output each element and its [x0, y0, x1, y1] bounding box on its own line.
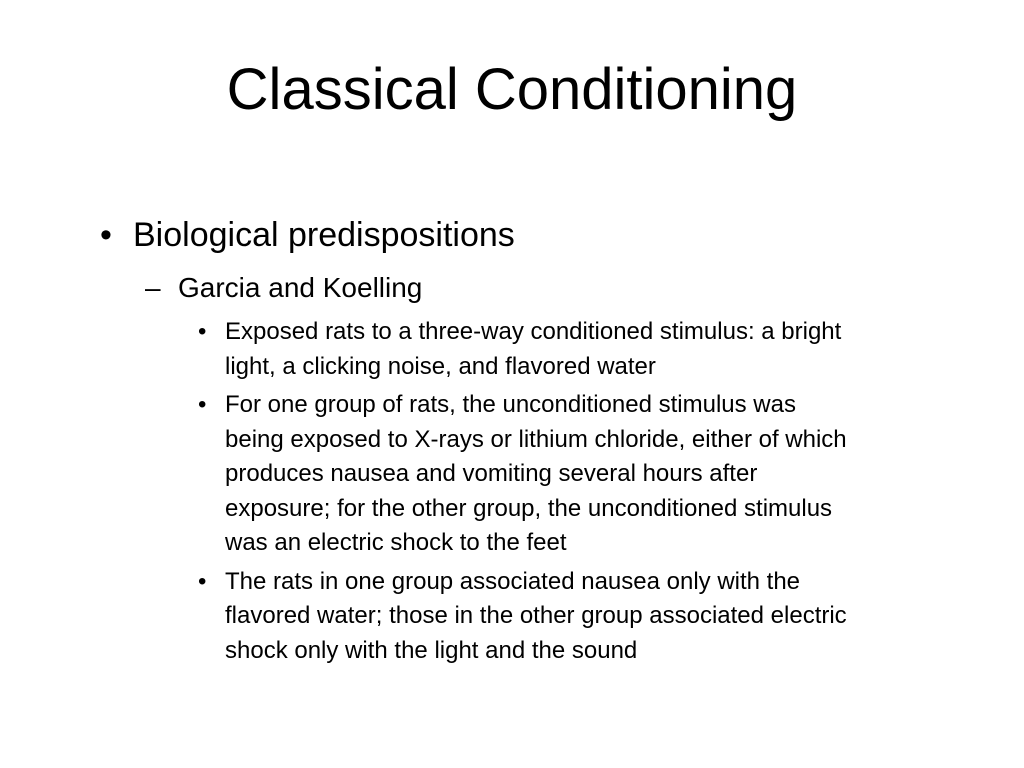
- bullet-level-3-item: [198, 565, 988, 669]
- bullet-level-3-item: [198, 388, 988, 561]
- bullet-text-line: light, a clicking noise, and flavored water: [225, 352, 656, 380]
- dash-icon: –: [145, 272, 161, 303]
- bullet-icon: •: [100, 216, 112, 254]
- bullet-level-3-item: [198, 315, 988, 384]
- bullet-text-line: The rats in one group associated nausea only with the: [225, 567, 801, 595]
- bullet-text-line: being exposed to X-rays or lithium chloride, either of which: [225, 425, 847, 453]
- bullet-level-3-list: [198, 315, 988, 672]
- bullet-icon: •: [198, 391, 207, 418]
- bullet-text-line: flavored water; those in the other group associated electric: [225, 602, 847, 629]
- bullet-text-line: shock only with the light and the sound: [225, 636, 638, 664]
- bullet-text-line: exposure; for the other group, the unconditioned stimulus: [225, 494, 833, 522]
- bullet-icon: •: [198, 318, 207, 345]
- bullet-text-line: produces nausea and vomiting several hours after: [225, 460, 758, 487]
- bullet-text-line: was an electric shock to the feet: [225, 529, 567, 556]
- slide-title: Classical Conditioning: [226, 57, 798, 122]
- bullet-level-2-text: Garcia and Koelling: [178, 272, 423, 303]
- bullet-text-line: Exposed rats to a three-way conditioned stimulus: a bright: [225, 318, 842, 345]
- bullet-text-line: For one group of rats, the unconditioned stimulus was: [225, 391, 796, 418]
- bullet-level-1-text: Biological predispositions: [133, 216, 515, 254]
- bullet-icon: •: [198, 567, 207, 595]
